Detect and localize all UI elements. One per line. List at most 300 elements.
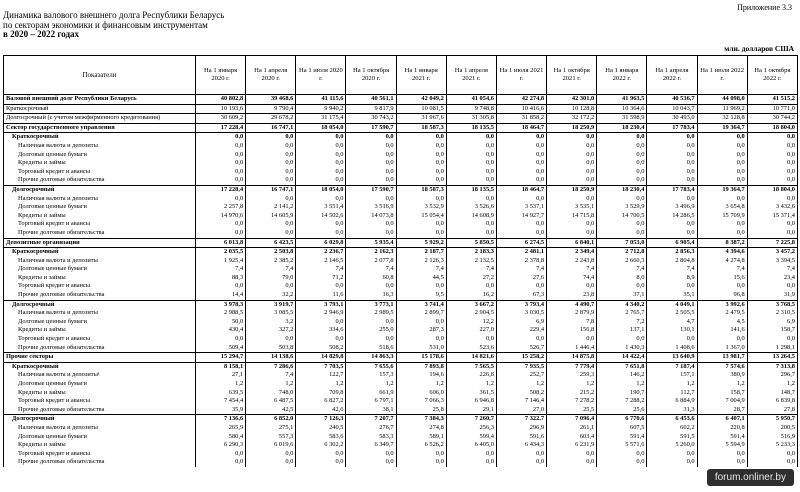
table-cell: 0,0 (346, 159, 396, 168)
table-cell: 6 453,6 (647, 415, 697, 424)
table-cell: 2 712,8 (597, 248, 647, 257)
table-cell: 0,0 (346, 176, 396, 185)
table-cell: 0,0 (747, 195, 797, 204)
table-cell: 14 422,4 (597, 353, 647, 363)
table-cell: 526,7 (496, 344, 546, 353)
table-cell: 7,4 (597, 265, 647, 274)
table-cell: 2 481,1 (496, 248, 546, 257)
table-cell: 0,0 (396, 168, 446, 177)
table-cell: 10 416,6 (496, 104, 546, 114)
table-cell: 8 158,1 (196, 362, 246, 371)
table-cell: 28,7 (697, 406, 747, 415)
row-label: Долговые ценные бумаги (4, 265, 196, 274)
debt-table (3, 55, 798, 467)
table-cell: 0,0 (346, 450, 396, 459)
row-label: Долговые ценные бумаги (4, 318, 196, 327)
table-cell: 17 590,7 (346, 185, 396, 194)
table-cell: 3 496,9 (647, 203, 697, 212)
table-row (4, 123, 798, 133)
table-cell: 7 651,8 (597, 362, 647, 371)
row-label: Торговый кредит и авансы (4, 282, 196, 291)
table-cell: 361,5 (446, 389, 496, 398)
table-cell: 0,0 (346, 151, 396, 160)
table-cell: 1,2 (597, 380, 647, 389)
table-cell: 0,0 (296, 450, 346, 459)
table-cell: 591,4 (597, 433, 647, 442)
table-cell: 29,1 (446, 406, 496, 415)
table-cell: 156,8 (547, 326, 597, 335)
row-label: Сектор государственного управления (4, 123, 196, 133)
table-cell: 0,0 (597, 450, 647, 459)
row-label: Прочие долговые обязательства (4, 406, 196, 415)
table-cell: 0,0 (246, 133, 296, 142)
table-cell: 6 405,0 (446, 441, 496, 450)
row-label: Торговый кредит и авансы (4, 450, 196, 459)
table-cell: 0,0 (346, 282, 396, 291)
table-cell: 17 783,4 (647, 123, 697, 133)
table-cell: 1,2 (196, 380, 246, 389)
table-row (4, 397, 798, 406)
row-label: Долгосрочный (с учетом межфирменного кредитования) (4, 114, 196, 124)
table-cell: 1,2 (496, 380, 546, 389)
table-cell: 7,4 (647, 265, 697, 274)
table-cell: 11,6 (296, 291, 346, 300)
table-cell: 0,0 (246, 142, 296, 151)
table-cell: 240,5 (296, 424, 346, 433)
table-cell: 0,0 (697, 159, 747, 168)
row-label: Кредиты и займы (4, 159, 196, 168)
table-cell: 2 904,5 (446, 309, 496, 318)
table-cell: 27,8 (747, 406, 797, 415)
table-cell: 1,2 (697, 380, 747, 389)
table-cell: 8 387,2 (697, 238, 747, 248)
table-cell: 1 446,4 (547, 344, 597, 353)
table-row (4, 257, 798, 266)
table-cell: 591,5 (647, 433, 697, 442)
table-cell: 639,5 (196, 389, 246, 398)
table-cell: 35,1 (647, 291, 697, 300)
table-cell: 5 935,4 (346, 238, 396, 248)
table-cell: 327,2 (246, 326, 296, 335)
table-cell: 5 594,9 (697, 441, 747, 450)
table-cell: 380,9 (697, 371, 747, 380)
table-cell: 5 850,5 (446, 238, 496, 248)
table-cell: 14 863,3 (346, 353, 396, 363)
table-cell: 1 408,6 (647, 344, 697, 353)
table-cell: 0,0 (697, 133, 747, 142)
table-cell: 1,2 (296, 380, 346, 389)
row-label: Долгосрочный (4, 415, 196, 424)
table-row (4, 433, 798, 442)
row-label: Прочие долговые обязательства (4, 229, 196, 238)
table-row (4, 335, 798, 344)
table-cell: 6,9 (747, 318, 797, 327)
table-cell: 18 230,4 (597, 185, 647, 194)
table-row (4, 362, 798, 371)
table-cell: 39 468,6 (246, 95, 296, 105)
table-cell: 31,9 (747, 291, 797, 300)
table-cell: 0,0 (697, 176, 747, 185)
table-cell: 40 536,7 (647, 95, 697, 105)
table-cell: 0,0 (597, 229, 647, 238)
table-cell: 7,4 (346, 265, 396, 274)
table-cell: 3 654,8 (697, 203, 747, 212)
table-cell: 0,0 (346, 229, 396, 238)
table-cell: 0,0 (446, 458, 496, 467)
table-cell: 32 128,8 (697, 114, 747, 124)
table-cell: 0,0 (446, 195, 496, 204)
table-cell: 0,0 (246, 220, 296, 229)
table-cell: 6 290,3 (196, 441, 246, 450)
table-cell: 27,1 (196, 371, 246, 380)
table-cell: 508,2 (296, 344, 346, 353)
table-cell: 15 371,4 (747, 212, 797, 221)
table-cell: 0,0 (697, 458, 747, 467)
table-cell: 3 992,6 (697, 300, 747, 309)
table-cell: 5 571,6 (597, 441, 647, 450)
table-cell: 0,0 (196, 168, 246, 177)
table-cell: 14,4 (196, 291, 246, 300)
table-cell: 0,0 (597, 142, 647, 151)
table-cell: 4 394,6 (697, 248, 747, 257)
table-row (4, 458, 798, 467)
table-row (4, 195, 798, 204)
watermark: forum.onliner.by (707, 469, 794, 486)
table-cell: 0,0 (296, 142, 346, 151)
table-cell: 3 551,4 (296, 203, 346, 212)
table-cell: 6,9 (496, 318, 546, 327)
column-header: На 1 октября 2022 г. (747, 56, 797, 95)
table-cell: 0,0 (296, 168, 346, 177)
table-cell: 31 305,8 (446, 114, 496, 124)
row-label: Наличная валюта и депозиты (4, 309, 196, 318)
table-cell: 35,9 (196, 406, 246, 415)
column-header: На 1 января 2021 г. (396, 56, 446, 95)
table-cell: 7,4 (747, 265, 797, 274)
table-cell: 2 162,3 (346, 248, 396, 257)
table-cell: 3 516,9 (346, 203, 396, 212)
column-header: На 1 июля 2021 г. (496, 56, 546, 95)
table-row (4, 318, 798, 327)
table-cell: 0,0 (346, 458, 396, 467)
table-cell: 7 454,4 (196, 397, 246, 406)
table-cell: 0,0 (346, 168, 396, 177)
table-cell: 0,0 (496, 159, 546, 168)
table-cell: 583,3 (346, 433, 396, 442)
table-cell: 0,0 (647, 282, 697, 291)
table-cell: 14 138,6 (246, 353, 296, 363)
table-cell: 9 817,9 (346, 104, 396, 114)
table-cell: 0,0 (396, 229, 446, 238)
table-row (4, 104, 798, 114)
table-cell: 38,1 (346, 406, 396, 415)
table-cell: 13 981,7 (697, 353, 747, 363)
table-cell: 7 779,4 (547, 362, 597, 371)
table-cell: 0,0 (547, 220, 597, 229)
table-row (4, 114, 798, 124)
table-row (4, 248, 798, 257)
table-cell: 3 793,4 (496, 300, 546, 309)
table-cell: 37,1 (597, 291, 647, 300)
table-cell: 0,0 (246, 458, 296, 467)
table-cell: 0,0 (647, 133, 697, 142)
table-cell: 0,0 (547, 229, 597, 238)
table-cell: 18 054,0 (296, 123, 346, 133)
table-cell: 0,0 (296, 220, 346, 229)
table-cell: 0,0 (697, 220, 747, 229)
table-cell: 0,0 (547, 133, 597, 142)
table-cell: 0,0 (446, 133, 496, 142)
table-cell: 23,8 (547, 291, 597, 300)
table-cell: 2 503,8 (246, 248, 296, 257)
table-cell: 603,4 (547, 433, 597, 442)
row-label: Прочие долговые обязательства (4, 344, 196, 353)
table-cell: 0,0 (747, 142, 797, 151)
table-row (4, 415, 798, 424)
table-row (4, 274, 798, 283)
row-label: Кредиты и займы (4, 326, 196, 335)
table-row (4, 424, 798, 433)
table-cell: 0,0 (396, 282, 446, 291)
title-line-2: по секторам экономики и финансовым инструментам (3, 19, 208, 30)
table-cell: 0,0 (647, 159, 697, 168)
table-cell: 15,6 (697, 274, 747, 283)
table-cell: 6 407,1 (697, 415, 747, 424)
table-cell: 16 747,1 (246, 123, 296, 133)
table-cell: 0,0 (346, 195, 396, 204)
table-cell: 44,5 (396, 274, 446, 283)
table-cell: 2 146,5 (296, 257, 346, 266)
table-cell: 0,0 (296, 159, 346, 168)
table-cell: 157,1 (647, 371, 697, 380)
table-cell: 0,0 (697, 282, 747, 291)
table-cell: 0,0 (647, 229, 697, 238)
units-label: млн. долларов США (724, 44, 794, 53)
table-cell: 10 364,6 (597, 104, 647, 114)
table-cell: 0,0 (697, 168, 747, 177)
table-cell: 0,0 (196, 151, 246, 160)
table-row (4, 168, 798, 177)
table-cell: 60,8 (346, 274, 396, 283)
table-cell: 7 207,7 (346, 415, 396, 424)
table-cell: 580,4 (196, 433, 246, 442)
table-cell: 17 783,4 (647, 185, 697, 194)
table-cell: 3 030,5 (496, 309, 546, 318)
table-cell: 0,0 (196, 450, 246, 459)
table-cell: 0,0 (547, 151, 597, 160)
row-label: Депозитные организации (4, 238, 196, 248)
table-cell: 3 773,1 (346, 300, 396, 309)
table-cell: 0,0 (547, 176, 597, 185)
table-cell: 1,2 (446, 380, 496, 389)
table-cell: 2 243,8 (547, 257, 597, 266)
table-cell: 18 804,0 (747, 123, 797, 133)
table-cell: 15 178,6 (396, 353, 446, 363)
table-cell: 130,1 (647, 326, 697, 335)
table-cell: 0,0 (246, 195, 296, 204)
table-cell: 0,0 (647, 220, 697, 229)
table-cell: 0,0 (747, 450, 797, 459)
table-cell: 7 384,3 (396, 415, 446, 424)
table-cell: 10 128,8 (547, 104, 597, 114)
table-cell: 2 126,3 (396, 257, 446, 266)
table-cell: 0,0 (246, 168, 296, 177)
table-cell: 0,0 (196, 133, 246, 142)
table-row (4, 185, 798, 194)
column-header: На 1 января 2020 г. (196, 56, 246, 95)
table-cell: 30 744,2 (747, 114, 797, 124)
table-cell: 6 827,2 (296, 397, 346, 406)
table-cell: 0,0 (597, 159, 647, 168)
table-cell: 661,9 (346, 389, 396, 398)
table-cell: 9 790,4 (246, 104, 296, 114)
table-cell: 14 700,5 (597, 212, 647, 221)
table-cell: 17 228,4 (196, 123, 246, 133)
table-cell: 14 875,8 (547, 353, 597, 363)
table-cell: 16,2 (446, 291, 496, 300)
table-cell: 122,7 (296, 371, 346, 380)
table-cell: 3 919,7 (246, 300, 296, 309)
table-cell: 31 858,2 (496, 114, 546, 124)
table-cell: 0,0 (296, 282, 346, 291)
table-cell: 0,0 (496, 168, 546, 177)
table-cell: 2 946,9 (296, 309, 346, 318)
table-cell: 287,3 (396, 326, 446, 335)
table-cell: 509,4 (196, 344, 246, 353)
table-cell: 11 969,2 (697, 104, 747, 114)
table-cell: 1,2 (346, 380, 396, 389)
table-cell: 1 298,1 (747, 344, 797, 353)
row-label: Наличная валюта и депозиты (4, 424, 196, 433)
table-cell: 18 587,3 (396, 185, 446, 194)
table-cell: 14 715,8 (547, 212, 597, 221)
table-cell: 96,8 (697, 291, 747, 300)
column-header: На 1 октября 2020 г. (346, 56, 396, 95)
table-cell: 7 288,2 (597, 397, 647, 406)
table-cell: 3 526,6 (446, 203, 496, 212)
table-cell: 0,0 (547, 142, 597, 151)
table-cell: 0,0 (296, 176, 346, 185)
table-cell: 0,0 (496, 142, 546, 151)
table-cell: 42 274,8 (496, 95, 546, 105)
table-cell: 0,0 (396, 220, 446, 229)
row-label: Торговый кредит и авансы (4, 335, 196, 344)
table-cell: 31 598,9 (597, 114, 647, 124)
table-cell: 2 378,8 (496, 257, 546, 266)
table-cell: 157,3 (346, 371, 396, 380)
table-cell: 7,4 (547, 265, 597, 274)
row-label: Долгосрочный (4, 300, 196, 309)
table-cell: 14 927,7 (496, 212, 546, 221)
table-cell: 0,0 (697, 229, 747, 238)
table-cell: 6 013,8 (196, 238, 246, 248)
table-cell: 6 302,2 (296, 441, 346, 450)
table-cell: 141,6 (697, 326, 747, 335)
column-header: На 1 апреля 2020 г. (246, 56, 296, 95)
table-cell: 16,3 (346, 291, 396, 300)
table-cell: 0,0 (747, 168, 797, 177)
table-cell: 6 797,1 (346, 397, 396, 406)
table-cell: 88,3 (196, 274, 246, 283)
table-cell: 14 502,6 (296, 212, 346, 221)
table-cell: 3 535,1 (547, 203, 597, 212)
table-row (4, 238, 798, 248)
table-cell: 2 183,3 (446, 248, 496, 257)
table-cell: 0,0 (446, 220, 496, 229)
table-cell: 7 313,8 (747, 362, 797, 371)
table-row (4, 151, 798, 160)
table-cell: 6 349,7 (346, 441, 396, 450)
table-cell: 13 640,9 (647, 353, 697, 363)
table-cell: 5 950,7 (747, 415, 797, 424)
table-cell: 3 667,2 (446, 300, 496, 309)
row-label: Долговые ценные бумаги (4, 203, 196, 212)
table-cell: 0,0 (597, 282, 647, 291)
table-cell: 74,4 (547, 274, 597, 283)
table-cell: 0,0 (547, 450, 597, 459)
table-row (4, 389, 798, 398)
table-cell: 42 049,2 (396, 95, 446, 105)
table-cell: 599,4 (446, 433, 496, 442)
table-cell: 18 250,9 (547, 123, 597, 133)
table-cell: 0,0 (547, 282, 597, 291)
table-cell: 2 187,7 (396, 248, 446, 257)
table-cell: 6 905,4 (647, 238, 697, 248)
table-cell: 7,4 (296, 265, 346, 274)
table-cell: 0,0 (547, 458, 597, 467)
table-cell: 2 077,8 (346, 257, 396, 266)
table-cell: 6 526,2 (396, 441, 446, 450)
table-cell: 2 899,7 (396, 309, 446, 318)
table-row (4, 142, 798, 151)
table-cell: 226,8 (446, 371, 496, 380)
table-cell: 30 743,2 (346, 114, 396, 124)
row-label: Краткосрочный (4, 362, 196, 371)
table-cell: 0,0 (697, 450, 747, 459)
table-row (4, 291, 798, 300)
table-row (4, 176, 798, 185)
table-cell: 0,0 (747, 159, 797, 168)
table-cell: 602,2 (647, 424, 697, 433)
table-cell: 25,5 (547, 406, 597, 415)
table-row (4, 380, 798, 389)
table-cell: 200,5 (747, 424, 797, 433)
table-cell: 7 004,9 (697, 397, 747, 406)
table-cell: 227,0 (446, 326, 496, 335)
table-cell: 0,0 (747, 335, 797, 344)
table-cell: 252,7 (496, 371, 546, 380)
table-cell: 0,0 (597, 176, 647, 185)
table-cell: 9 748,8 (446, 104, 496, 114)
table-cell: 9,5 (396, 291, 446, 300)
table-cell: 19 364,7 (697, 123, 747, 133)
row-label: Наличная валюта и депозиты (4, 257, 196, 266)
table-cell: 3 394,5 (747, 257, 797, 266)
table-cell: 606,0 (396, 389, 446, 398)
table-row (4, 353, 798, 363)
table-cell: 531,0 (396, 344, 446, 353)
table-cell: 0,0 (496, 176, 546, 185)
table-cell: 17 228,4 (196, 185, 246, 194)
table-cell: 0,0 (647, 168, 697, 177)
table-cell: 6 274,5 (496, 238, 546, 248)
table-cell: 41 515,2 (747, 95, 797, 105)
table-cell: 0,0 (196, 229, 246, 238)
table-cell: 7 126,3 (296, 415, 346, 424)
table-cell: 50,0 (196, 318, 246, 327)
table-cell: 2 349,4 (547, 248, 597, 257)
table-cell: 0,0 (296, 195, 346, 204)
